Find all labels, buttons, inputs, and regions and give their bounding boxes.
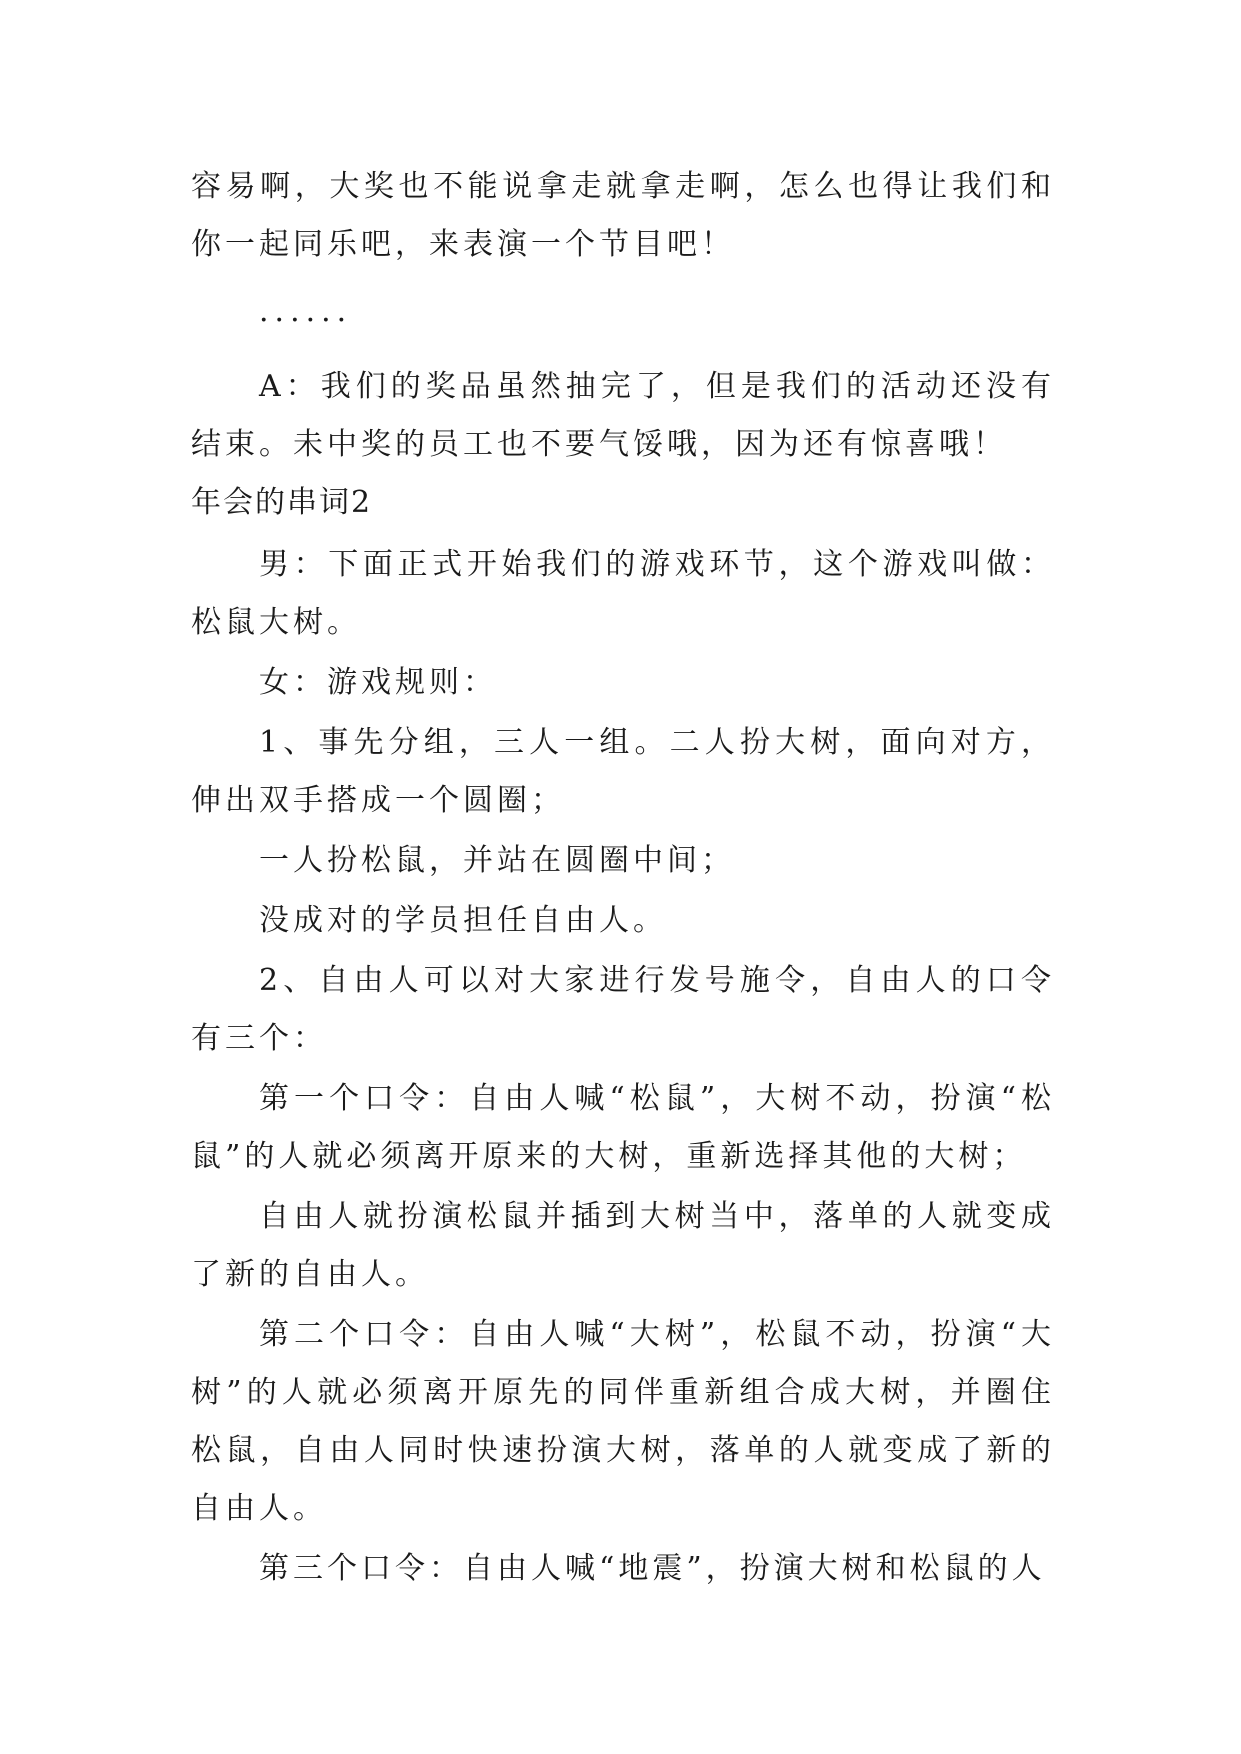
ellipsis-line: ······	[259, 303, 353, 338]
paragraph: 第三个口令：自由人喊“地震”，扮演大树和松鼠的人	[259, 1551, 1046, 1586]
paragraph: 没成对的学员担任自由人。	[259, 903, 667, 938]
paragraph: 男：下面正式开始我们的游戏环节，这个游戏叫做：松鼠大树。	[191, 547, 1055, 640]
paragraph: 容易啊，大奖也不能说拿走就拿走啊，怎么也得让我们和你一起同乐吧，来表演一个节目吧！	[191, 169, 1055, 262]
paragraph: 第一个口令：自由人喊“松鼠”，大树不动，扮演“松鼠”的人就必须离开原来的大树，重新选择其他的大树；	[191, 1081, 1055, 1174]
section-heading: 年会的串词2	[191, 485, 373, 520]
document-body	[191, 158, 1055, 1598]
paragraph: 一人扮松鼠，并站在圆圈中间；	[259, 843, 735, 878]
paragraph: 1、事先分组，三人一组。二人扮大树，面向对方，伸出双手搭成一个圆圈；	[191, 725, 1055, 818]
paragraph: 自由人就扮演松鼠并插到大树当中，落单的人就变成了新的自由人。	[191, 1199, 1055, 1292]
paragraph: A：我们的奖品虽然抽完了，但是我们的活动还没有结束。未中奖的员工也不要气馁哦，因为还有惊喜哦！	[191, 369, 1055, 462]
paragraph: 2、自由人可以对大家进行发号施令，自由人的口令有三个：	[191, 963, 1055, 1056]
paragraph: 第二个口令：自由人喊“大树”，松鼠不动，扮演“大树”的人就必须离开原先的同伴重新组合成大树，并圈住松鼠，自由人同时快速扮演大树，落单的人就变成了新的自由人。	[191, 1317, 1055, 1526]
paragraph: 女：游戏规则：	[259, 665, 497, 700]
